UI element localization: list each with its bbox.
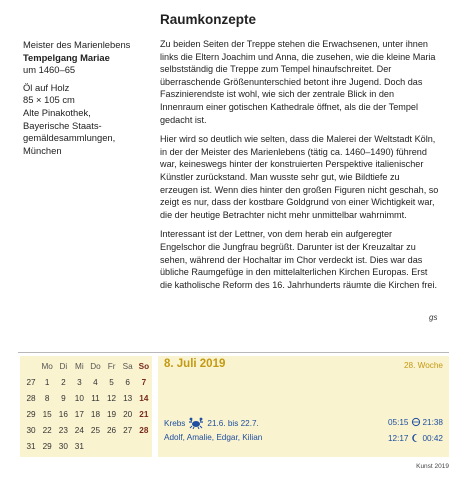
moonrise-time: 12:17 (388, 433, 409, 443)
weekday-header: Mo (41, 361, 53, 371)
calendar-day: 6 (125, 377, 130, 387)
calendar-day: 14 (139, 393, 149, 403)
sun-times (388, 417, 443, 427)
calendar-day: 23 (58, 426, 68, 436)
calendar-day: 19 (107, 409, 117, 419)
calendar-day (87, 439, 103, 455)
sunset-time: 21:38 (422, 417, 443, 427)
collection-line-3: gemäldesammlungen, (23, 132, 116, 144)
calendar-week-row (23, 406, 152, 422)
calendar-day: 12 (107, 393, 117, 403)
calendar-day: 13 (123, 393, 133, 403)
calendar-week-row (23, 423, 152, 439)
paragraph: Interessant ist der Lettner, von dem herab ein aufgeregter Engelschor die Jungfrau begrüßt. Darunter ist der Kreuzaltar zu sehen, während der Hochaltar im Chor verdeckt ist. Dies war das übliche Raumgefüge in den mittelalterlichen Kirchen Europas. Erst die katholische Reform des 16. Jahrhunderts räumte die Kirchen frei. (160, 229, 437, 290)
calendar-day: 20 (123, 409, 133, 419)
week-number: 28 (26, 393, 36, 403)
weekday-header: Di (59, 361, 68, 371)
author-initials: gs (429, 313, 438, 322)
calendar-day: 29 (42, 442, 52, 452)
page-title: Raumkonzepte (160, 12, 257, 27)
current-date: 8. Juli 2019 (164, 358, 226, 370)
artwork-date: um 1460–65 (23, 64, 76, 76)
calendar-day: 1 (44, 377, 50, 387)
artwork-size: 85 × 105 cm (23, 94, 75, 106)
paragraph: Hier wird so deutlich wie selten, dass die Malerei der Weltstadt Köln, in der der Meister des Marienlebens (tätig ca. 1460–1490) führend war, keineswegs hinter der konstruierten Perspektive italienischer Künstler zurückstand. Man wusste sehr gut, wie Bildtiefe zu erzeugen ist. Wenn dies hinter den großen Figuren nicht geschah, so zeigt es nur, dass der kostbare Goldgrund von einer Wichtigkeit war, die der heutige Betrachter nicht mehr unmittelbar wahrnimmt. (160, 134, 439, 220)
calendar-week-row (23, 374, 152, 390)
name-days: Adolf, Amalie, Edgar, Kilian (164, 433, 263, 442)
moonset-time: 00:42 (422, 433, 443, 443)
calendar-day: 15 (42, 409, 52, 419)
day-panel (158, 356, 449, 457)
week-number: 31 (26, 442, 36, 452)
moon-icon (411, 433, 421, 443)
calendar-day: 18 (90, 409, 100, 419)
calendar-day: 7 (141, 377, 147, 387)
calendar-day (120, 439, 136, 455)
calendar-day: 21 (139, 409, 149, 419)
week-number: 29 (26, 409, 36, 419)
calendar-day: 4 (93, 377, 98, 387)
calendar-day: 11 (91, 393, 100, 403)
calendar-day: 5 (109, 377, 114, 387)
collection-line-1: Alte Pinakothek, (23, 106, 91, 118)
week-number: 30 (26, 426, 36, 436)
calendar-header-row (23, 358, 152, 374)
calendar-day: 8 (44, 393, 50, 403)
paragraph: Zu beiden Seiten der Treppe stehen die Erwachsenen, unter ihnen links die Eltern Joachim und Anna, die zusehen, wie die kleine Maria selbstständig die Treppe zum Tempel hinaufschreitet. Der überraschende Größenunterschied betont ihre Jugend. Doch das Faszinierendste ist wohl, wie sich der zentrale Blick in den Innenraum einer gotischen Kathedrale öffnet, als die der Tempel gedacht ist. (160, 39, 436, 125)
collection-line-2: Bayerische Staats- (23, 119, 102, 131)
calendar-day: 16 (58, 409, 68, 419)
calendar-week-row (23, 439, 152, 455)
weekday-header: Mi (75, 361, 84, 371)
moon-times (388, 433, 443, 443)
footer-label: Kunst 2019 (416, 463, 449, 470)
week-number-header (23, 358, 39, 374)
week-number: 27 (26, 377, 36, 387)
weekday-header: Sa (122, 361, 133, 371)
collection-city: München (23, 144, 62, 156)
crab-icon (188, 417, 204, 429)
weekday-header: Do (90, 361, 101, 371)
week-label: 28. Woche (404, 361, 443, 370)
sun-icon (411, 417, 421, 427)
calendar-day: 22 (42, 426, 52, 436)
zodiac-info (164, 417, 259, 429)
artwork-info (23, 39, 155, 157)
calendar-day: 30 (58, 442, 68, 452)
calendar-day (136, 439, 152, 455)
calendar-day: 24 (74, 426, 84, 436)
calendar-week-row (23, 390, 152, 406)
sunrise-time: 05:15 (388, 417, 409, 427)
calendar-day: 17 (74, 409, 84, 419)
body-text (160, 38, 440, 298)
artist-name: Meister des Marienlebens (23, 39, 131, 50)
calendar-day: 3 (77, 377, 82, 387)
calendar-day: 27 (123, 426, 133, 436)
zodiac-sign: Krebs (164, 418, 186, 428)
artwork-medium: Öl auf Holz (23, 81, 70, 93)
zodiac-range: 21.6. bis 22.7. (207, 418, 259, 428)
calendar-day (104, 439, 120, 455)
artwork-title: Tempelgang Mariae (23, 51, 110, 63)
calendar-day: 25 (90, 426, 100, 436)
calendar-day: 10 (74, 393, 84, 403)
weekday-header: Fr (107, 361, 116, 371)
calendar-day: 28 (139, 426, 149, 436)
mini-calendar (20, 356, 152, 457)
weekday-header: So (138, 361, 150, 371)
calendar-grid (23, 358, 152, 455)
divider (18, 352, 449, 353)
calendar-day: 9 (61, 393, 66, 403)
calendar-day: 26 (107, 426, 117, 436)
calendar-day: 2 (61, 377, 66, 387)
calendar-day: 31 (74, 442, 84, 452)
